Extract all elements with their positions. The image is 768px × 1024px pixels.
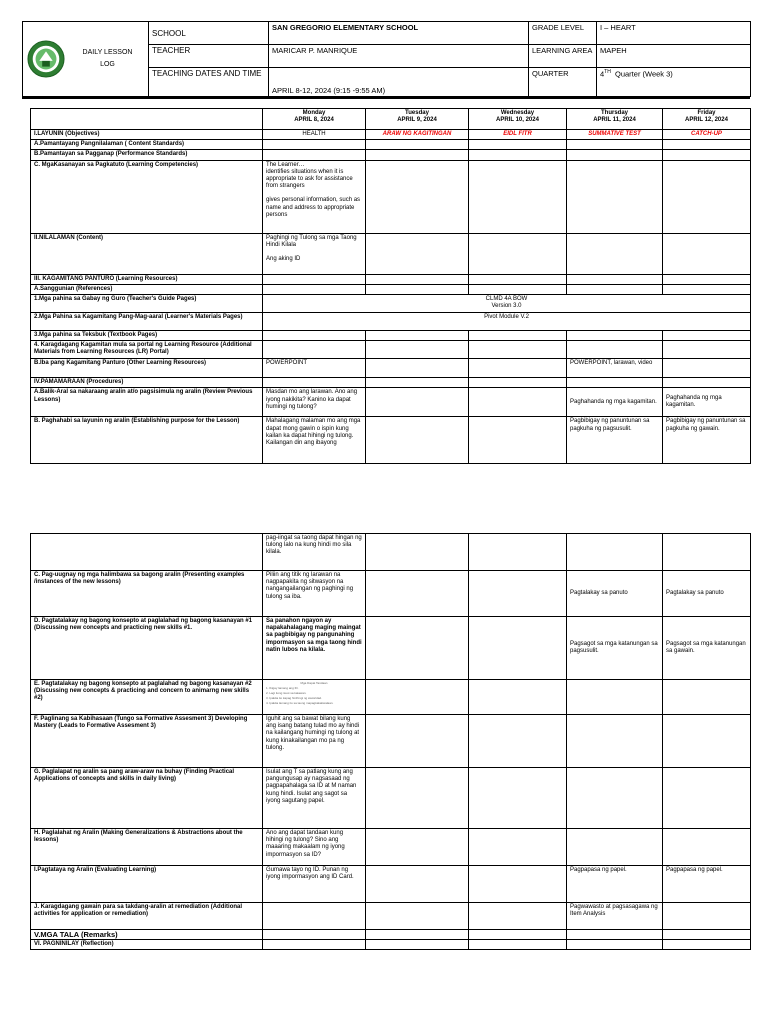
purpose-continued-row: pag-iingat sa taong dapat hingan ng tulong lalo na kung hindi mo sila kilala.: [31, 534, 751, 571]
day-header-thursday: Thursday APRIL 11, 2024: [567, 109, 663, 130]
logo-cell: [23, 22, 149, 97]
header-table: [22, 21, 751, 97]
dll-title: DAILY LESSON LOG: [82, 49, 133, 68]
tg-pages-row: 1.Mga pahina sa Gabay ng Guro (Teacher's Guide Pages) CLMD 4A BOW Version 3.0: [31, 295, 751, 313]
dates-label: TEACHING DATES AND TIME: [149, 68, 269, 97]
purpose-row: B. Paghahabi sa layunin ng aralin (Establishing purpose for the Lesson) Mahalagang malaman mo ang mga dapat mong gawin o ispin kung kailan ka dapat hihingi ng tulong. Kailangan din ang ibayong Pagbibigay ng panuntunan sa pagkuha ng pagsusulit. Pagbibigay ng panuntunan sa pagkuha ng gawain.: [31, 417, 751, 464]
learning-area-label: LEARNING AREA: [529, 45, 597, 68]
header-divider: [22, 97, 750, 99]
quarter-label: QUARTER: [529, 68, 597, 97]
holiday-tuesday: ARAW NG KAGITINGAN: [366, 130, 469, 140]
learning-area-value: MAPEH: [597, 45, 751, 68]
teacher-value: MARICAR P. MANRIQUE: [269, 45, 529, 68]
content-row: II.NILALAMAN (Content) Paghingi ng Tulong sa mga Taong Hindi Kilala Ang aking ID: [31, 233, 751, 274]
remarks-row: V.MGA TALA (Remarks): [31, 930, 751, 940]
day-header-wednesday: Wednesday APRIL 10, 2024: [469, 109, 567, 130]
teacher-label: TEACHER: [149, 45, 269, 68]
additional-row: J. Karagdagang gawain para sa takdang-aralin at remediation (Additional activities for application or remediation) Pagwawasto at pagsasagawa ng Item Analysis: [31, 903, 751, 930]
examples-row: C. Pag-uugnay ng mga halimbawa sa bagong aralin (Presenting examples /instances of the new lessons) Piliin ang titik ng larawan na nagpapakita ng sitwasyon na nangangailangan ng paghingi ng tulong sa iba. Pagtalakay sa panuto Pagtalakay sa panuto: [31, 571, 751, 617]
grade-level-label: GRADE LEVEL: [529, 22, 597, 45]
generalization-row: H. Paglalahat ng Aralin (Making Generalizations & Abstractions about the lessons) Ano ang dapat tandaan kung hihingi ng tulong? Sino ang maaaring makaalam ng iyong impormasyon sa ID?: [31, 829, 751, 866]
lesson-grid-page2: [30, 533, 751, 950]
dates-value: APRIL 8-12, 2024 (9:15 -9:55 AM): [269, 68, 529, 97]
holiday-wednesday: EIDL FITR: [469, 130, 567, 140]
mastery-row: F. Paglinang sa Kabihasaan (Tungo sa Formative Assesment 3) Developing Mastery (Leads to Formative Assesment 3) Iguhit ang sa bawat bilang kung ang isang batang tulad mo ay hindi na kailangang humingi ng tulong at kung kinakailangan mo pa ng tulong.: [31, 715, 751, 768]
reflection-row: VI. PAGNINILAY (Reflection): [31, 940, 751, 950]
deped-seal-icon: [27, 40, 65, 78]
day-header-friday: Friday APRIL 12, 2024: [663, 109, 751, 130]
other-resources-row: B.Iba pang Kagamitang Panturo (Other Learning Resources) POWERPOINT POWERPOINT, larawan, video: [31, 359, 751, 378]
school-label: SCHOOL: [149, 22, 269, 45]
discuss2-row: E. Pagtatalakay ng bagong konsepto at paglalahad ng bagong kasanayan #2 (Discussing new concepts & practicing and concern to animarng new skills #2) Mga Dapat Tandaan 1. Ibigay lamang ang ID. 2. Lagi itong isuot sa katawan. 3. Ipakita ito kapag hinihingi ng awtoridad. 4. Ipakita lamang ito sa taong mapagkakatiwalaan.: [31, 680, 751, 715]
quarter-value: 4TH Quarter (Week 3): [597, 68, 751, 97]
evaluation-row: I.Pagtataya ng Aralin (Evaluating Learning) Gumawa tayo ng ID. Punan ng iyong impormasyon ang ID Card. Pagpapasa ng papel. Pagpapasa ng papel.: [31, 866, 751, 903]
reminders-thumbnail: Mga Dapat Tandaan 1. Ibigay lamang ang ID. 2. Lagi itong isuot sa katawan. 3. Ipakita ito kapag hinihingi ng awtoridad. 4. Ipakita lamang ito sa taong mapagkakatiwalaan.: [263, 680, 366, 715]
lm-pages-row: 2.Mga Pahina sa Kagamitang Pang-Mag-aaral (Learner's Materials Pages) Pivot Module V.2: [31, 313, 751, 331]
day-header-tuesday: Tuesday APRIL 9, 2024: [366, 109, 469, 130]
day-header-monday: Monday APRIL 8, 2024: [263, 109, 366, 130]
review-row: A.Balik-Aral sa nakaraang aralin at/o pagsisimula ng aralin (Review Previous Lessons) Masdan mo ang larawan. Ano ang iyong nakikita? Kanino ka dapat humingi ng tulong? Paghahanda ng mga kagamitan. Paghahanda ng mga kagamitan.: [31, 388, 751, 417]
school-value: SAN GREGORIO ELEMENTARY SCHOOL: [269, 22, 529, 45]
lesson-grid-page1: Monday APRIL 8, 2024 Tuesday APRIL 9, 2024 Wednesday APRIL 10, 2024 Thursday APRIL 11, 2024 Friday APRIL 12, 2024 I.LAYUNIN (Objectives) HEALTH ARAW NG KAGITINGAN EIDL FITR SUMMATIVE TEST CATCH-UP A.Pamantayang Pangnilalaman ( Content Standards) B.Pamantayan sa Pagganap (Performance Standards) C. MgaKasanayan sa Pagkatuto (Learning Competencies) The Learner… identifies situations when it is appropriate to ask for assistance from strangers gives personal information, such as name and address to appropriate persons II.NILALAMAN (Content) Paghingi ng Tulong sa mga Taong Hindi Kilala Ang aking ID III. KAGAMITANG PANTURO (Learning Resources) A.Sanggunian (References) 1.Mga pahina sa Gabay ng Guro (Teacher's Guide Pages) CLMD 4A BOW Version 3.0 2.Mga Pahina sa Kagamitang Pang-Mag-aaral (Learner's Materials Pages) Pivot Module V.2 3.Mga pahina sa Teksbuk (Textbook Pages) 4. Karagdagang Kagamitan mula sa portal ng Learning Resource (Additional Materials from Learning Resources (LR) Portal) B.Iba pang Kagamitang Panturo (Other Learning Resources) POWERPOINT POWERPOINT, larawan, video IV.PAMAMARAAN (Procedures) A.Balik-Aral sa nakaraang aralin at/o pagsisimula ng aralin (Review Previous Lessons) Masdan mo ang larawan. Ano ang iyong nakikita? Kanino ka dapat humingi ng tulong? Paghahanda ng mga kagamitan. Paghahanda ng mga kagamitan. B. Paghahabi sa layunin ng aralin (Establishing purpose for the Lesson) Mahalagang malaman mo ang mga dapat mong gawin o ispin kung kailan ka dapat hihingi ng tulong. Kailangan din ang ibayong Pagbibigay ng panuntunan sa pagkuha ng pagsusulit. Pagbibigay ng panuntunan sa pagkuha ng gawain.: [30, 108, 751, 464]
grade-level-value: I – HEART: [597, 22, 751, 45]
competencies-row: C. MgaKasanayan sa Pagkatuto (Learning Competencies) The Learner… identifies situations when it is appropriate to ask for assistance from strangers gives personal information, such as name and address to appropriate persons: [31, 160, 751, 233]
discuss1-row: D. Pagtatalakay ng bagong konsepto at paglalahad ng bagong kasanayan #1 (Discussing new concepts and practicing new skills #1. Sa panahon ngayon ay napakahalagang maging maingat sa pagbibigay ng pangunahing impormasyon sa mga taong hindi natin lubos na kilala. Pagsagot sa mga katanungan sa pagsusulit. Pagsagot sa mga katanungan sa gawain.: [31, 617, 751, 680]
application-row: G. Paglalapat ng aralin sa pang araw-araw na buhay (Finding Practical Applications of concepts and skills in daily living) Isulat ang T sa patlang kung ang pangungusap ay nagsasaad ng pagpapahalaga sa ID at M naman kung hindi. Isulat ang sagot sa iyong sagutang papel.: [31, 768, 751, 829]
objectives-row: I.LAYUNIN (Objectives) HEALTH ARAW NG KAGITINGAN EIDL FITR SUMMATIVE TEST CATCH-UP: [31, 130, 751, 140]
